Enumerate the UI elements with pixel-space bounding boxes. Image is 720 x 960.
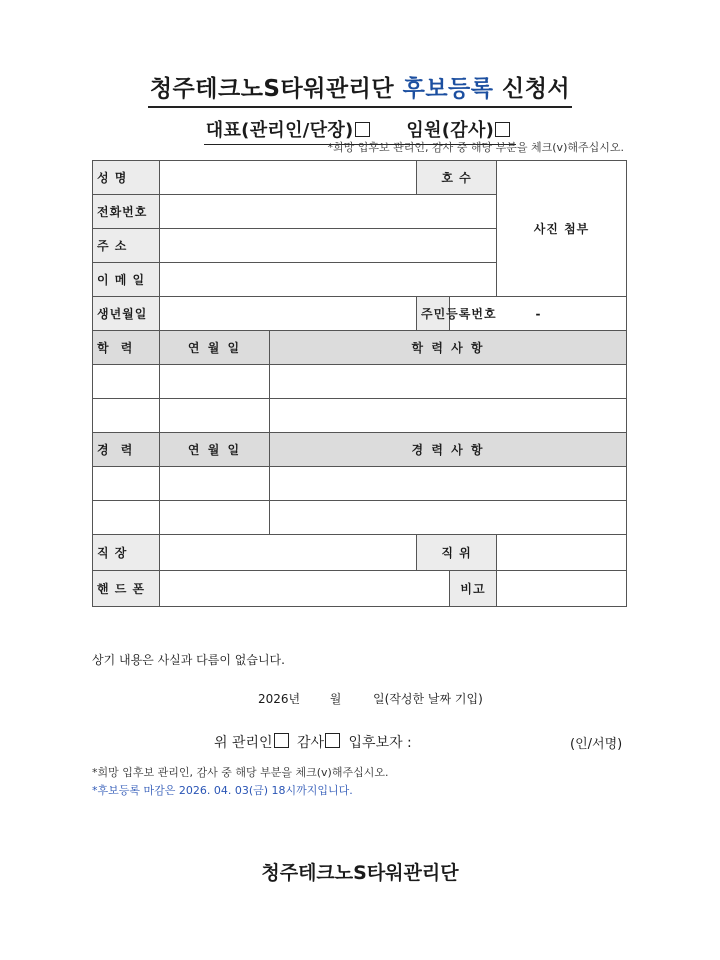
mobile-field[interactable] (160, 571, 450, 607)
option-representative-label: 대표(관리인/단장) (205, 120, 354, 141)
name-label: 성 명 (93, 161, 160, 195)
email-label: 이 메 일 (93, 263, 160, 297)
workplace-field[interactable] (160, 535, 417, 571)
job-position-label: 직 위 (417, 535, 497, 571)
form-title (0, 70, 720, 108)
date-day-note: 일(작성한 날짜 기입) (373, 692, 483, 706)
education-row2-cell[interactable] (93, 399, 160, 433)
auditor-signature-checkbox[interactable] (325, 733, 340, 748)
title-prefix: 청주테크노S타워관리단 (149, 76, 403, 102)
education-row2-date[interactable] (160, 399, 270, 433)
seal-label[interactable]: (인/서명) (570, 737, 623, 752)
career-row2-date[interactable] (160, 501, 270, 535)
top-check-note: *희망 입후보 관리인, 감사 중 해당 부분을 체크(v)해주십시오. (327, 141, 624, 154)
address-label: 주 소 (93, 229, 160, 263)
photo-label: 사진 첨부 (533, 222, 590, 236)
career-row1-detail[interactable] (270, 467, 627, 501)
signature-applicant-label: 입후보자 : (348, 735, 412, 751)
representative-checkbox[interactable] (355, 122, 370, 137)
career-detail-header: 경 력 사 항 (270, 433, 627, 467)
education-row1-cell[interactable] (93, 365, 160, 399)
rrn-label: 주민등록번호 (417, 297, 450, 331)
education-label: 학 력 (93, 331, 160, 365)
remarks-field[interactable] (497, 571, 627, 607)
signature-manager-label: 위 관리인 (214, 735, 273, 751)
birth-label: 생년월일 (93, 297, 160, 331)
phone-field[interactable] (160, 195, 497, 229)
email-field[interactable] (160, 263, 497, 297)
birth-field[interactable] (160, 297, 417, 331)
date-month: 월 (329, 692, 342, 706)
signature-line (214, 732, 412, 752)
signature-auditor-label: 감사 (297, 735, 325, 751)
application-form-table (92, 160, 627, 607)
deadline-note: *후보등록 마감은 2026. 04. 03(금) 18시까지입니다. (92, 784, 353, 797)
title-suffix: 신청서 (493, 76, 571, 102)
career-row2-detail[interactable] (270, 501, 627, 535)
manager-signature-checkbox[interactable] (274, 733, 289, 748)
date-line (258, 690, 483, 707)
remarks-label: 비고 (450, 571, 497, 607)
rrn-separator: - (535, 306, 541, 321)
footer-org-name: 청주테크노S타워관리단 (261, 862, 459, 884)
education-row2-detail[interactable] (270, 399, 627, 433)
title-accent: 후보등록 (402, 76, 494, 102)
unit-label: 호 수 (417, 161, 497, 195)
education-date-header: 연 월 일 (160, 331, 270, 365)
option-executive-label: 임원(감사) (406, 120, 495, 141)
phone-label: 전화번호 (93, 195, 160, 229)
education-row1-detail[interactable] (270, 365, 627, 399)
education-detail-header: 학 력 사 항 (270, 331, 627, 365)
career-row1-date[interactable] (160, 467, 270, 501)
bottom-check-note: *희망 입후보 관리인, 감사 중 해당 부분을 체크(v)해주십시오. (92, 766, 389, 779)
career-date-header: 연 월 일 (160, 433, 270, 467)
workplace-label: 직 장 (93, 535, 160, 571)
career-row2-cell[interactable] (93, 501, 160, 535)
mobile-label: 핸 드 폰 (93, 571, 160, 607)
photo-attachment[interactable] (497, 161, 627, 297)
name-field[interactable] (160, 161, 417, 195)
career-label: 경 력 (93, 433, 160, 467)
education-row1-date[interactable] (160, 365, 270, 399)
career-row1-cell[interactable] (93, 467, 160, 501)
job-position-field[interactable] (497, 535, 627, 571)
address-field[interactable] (160, 229, 497, 263)
truth-statement: 상기 내용은 사실과 다름이 없습니다. (92, 653, 285, 667)
executive-checkbox[interactable] (495, 122, 510, 137)
date-year: 2026년 (258, 692, 301, 706)
